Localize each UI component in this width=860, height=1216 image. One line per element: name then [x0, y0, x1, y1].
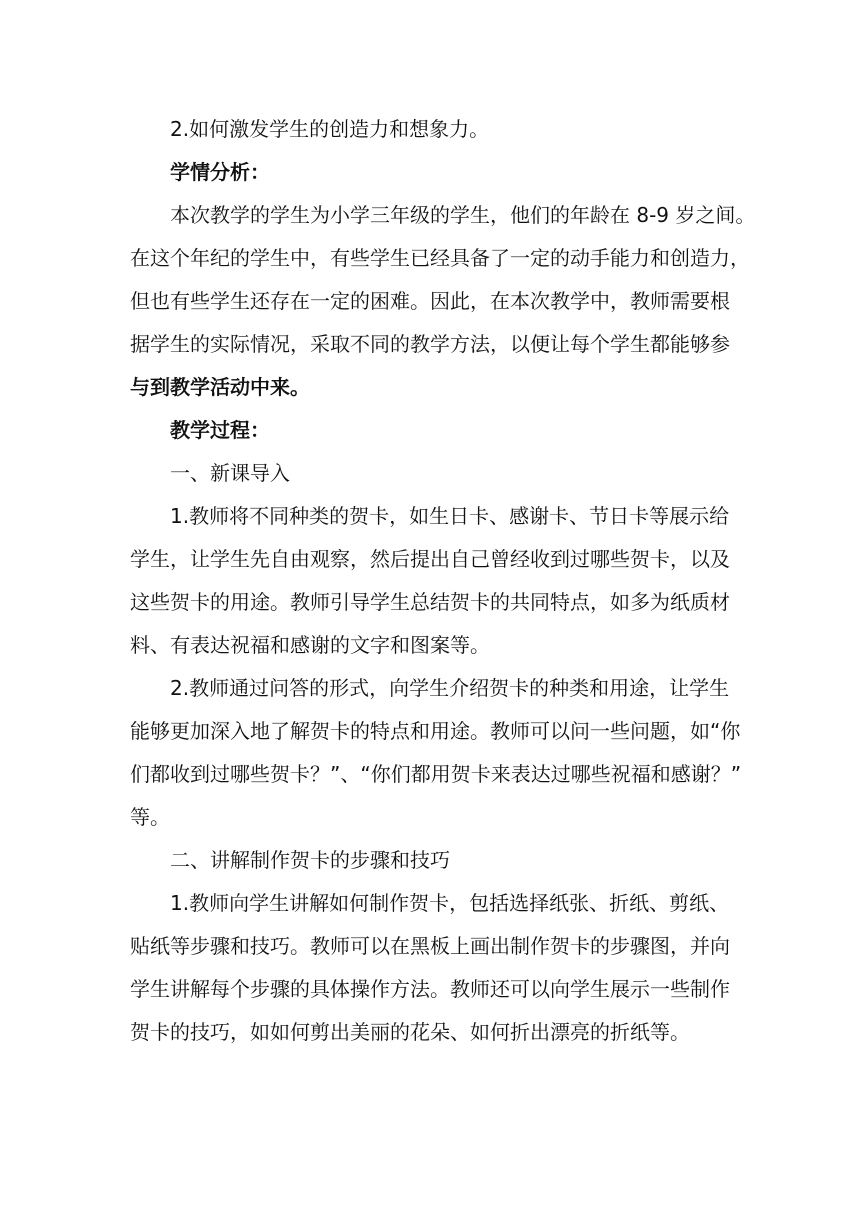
paragraph-line: 学生，让学生先自由观察，然后提出自己曾经收到过哪些贺卡，以及	[130, 547, 730, 571]
paragraph-line: 料、有表达祝福和感谢的文字和图案等。	[130, 633, 490, 657]
heading-student-analysis: 学情分析：	[170, 160, 270, 184]
paragraph-line: 们都收到过哪些贺卡？”、“你们都用贺卡来表达过哪些祝福和感谢？”	[130, 762, 742, 786]
section-heading-intro: 一、新课导入	[170, 461, 290, 485]
paragraph-line: 据学生的实际情况，采取不同的教学方法，以便让每个学生都能够参	[130, 332, 730, 356]
list-item-2-creativity: 2.如何激发学生的创造力和想象力。	[170, 117, 490, 141]
paragraph-line: 与到教学活动中来。	[130, 375, 310, 399]
paragraph-line: 1.教师向学生讲解如何制作贺卡，包括选择纸张、折纸、剪纸、	[170, 891, 730, 915]
paragraph-line: 2.教师通过问答的形式，向学生介绍贺卡的种类和用途，让学生	[170, 676, 730, 700]
heading-teaching-process: 教学过程：	[170, 418, 270, 442]
paragraph-line: 能够更加深入地了解贺卡的特点和用途。教师可以问一些问题，如“你	[130, 719, 741, 743]
paragraph-line: 贺卡的技巧，如如何剪出美丽的花朵、如何折出漂亮的折纸等。	[130, 1020, 690, 1044]
section-heading-steps: 二、讲解制作贺卡的步骤和技巧	[170, 848, 450, 872]
paragraph-line: 等。	[130, 805, 170, 829]
paragraph-line: 这些贺卡的用途。教师引导学生总结贺卡的共同特点，如多为纸质材	[130, 590, 730, 614]
paragraph-line: 但也有些学生还存在一定的困难。因此，在本次教学中，教师需要根	[130, 289, 730, 313]
paragraph-line: 在这个年纪的学生中，有些学生已经具备了一定的动手能力和创造力，	[130, 246, 750, 270]
paragraph-line: 贴纸等步骤和技巧。教师可以在黑板上画出制作贺卡的步骤图，并向	[130, 934, 730, 958]
paragraph-line: 学生讲解每个步骤的具体操作方法。教师还可以向学生展示一些制作	[130, 977, 730, 1001]
paragraph-line: 本次教学的学生为小学三年级的学生，他们的年龄在 8-9 岁之间。	[170, 203, 756, 227]
paragraph-line: 1.教师将不同种类的贺卡，如生日卡、感谢卡、节日卡等展示给	[170, 504, 730, 528]
